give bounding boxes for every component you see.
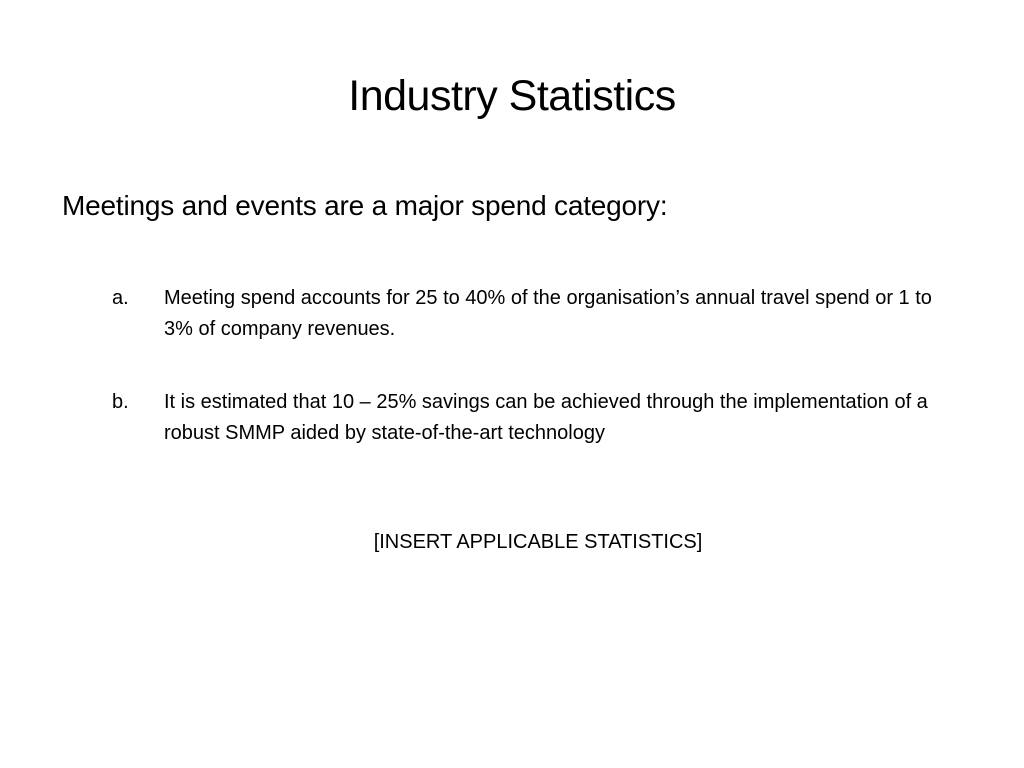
statistics-placeholder: [INSERT APPLICABLE STATISTICS] <box>373 531 703 553</box>
list-item <box>112 387 972 449</box>
list-item-text: Meeting spend accounts for 25 to 40% of the organisation’s annual travel spend or 1 to 3% of company revenues. <box>164 287 932 340</box>
list-item <box>112 283 972 345</box>
statistics-list <box>112 283 972 491</box>
slide-subtitle: Meetings and events are a major spend category: <box>62 190 668 221</box>
list-marker: a. <box>112 287 129 309</box>
slide-title: Industry Statistics <box>348 72 676 120</box>
list-item-text: It is estimated that 10 – 25% savings can be achieved through the implementation of a robust SMMP aided by state-of-the-art technology <box>164 391 928 444</box>
list-marker: b. <box>112 391 129 413</box>
